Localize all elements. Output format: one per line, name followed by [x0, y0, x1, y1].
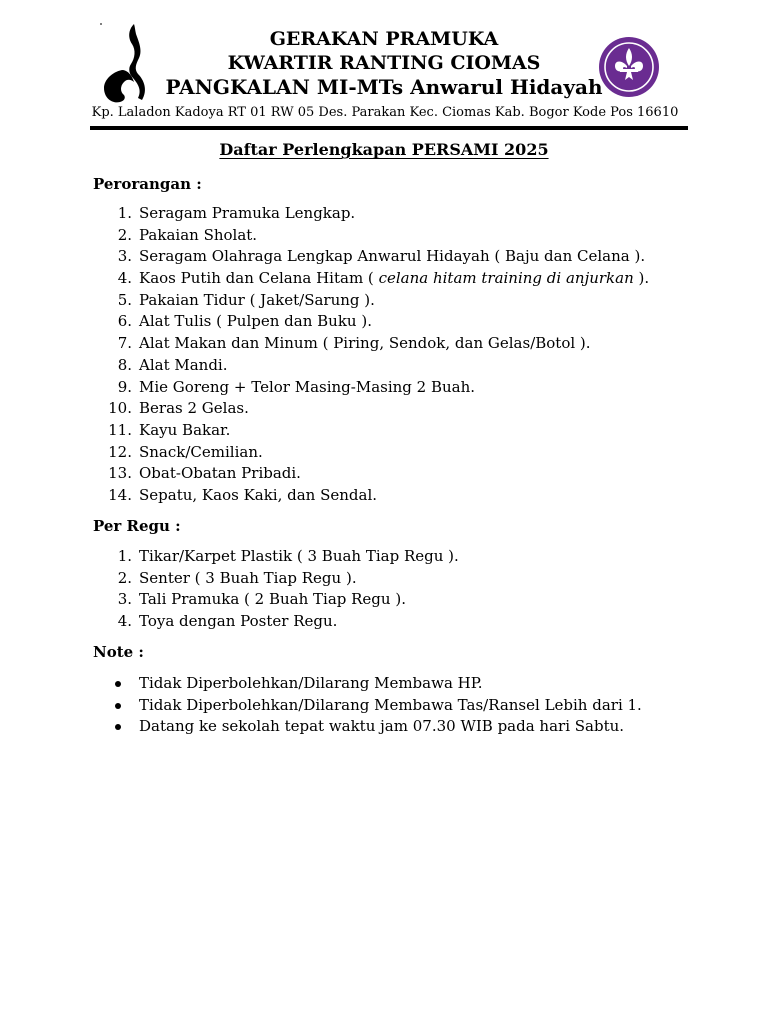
tunas-kelapa-icon: [98, 20, 156, 110]
list-item: 9. Mie Goreng + Telor Masing-Masing 2 Buah.: [117, 377, 476, 396]
list-item: 2. Pakaian Sholat.: [117, 225, 258, 244]
section-heading-note: Note :: [93, 643, 144, 661]
list-item: 14. Sepatu, Kaos Kaki, dan Sendal.: [108, 485, 378, 504]
list-item: 11. Kayu Bakar.: [108, 420, 231, 439]
list-item: 10. Beras 2 Gelas.: [108, 399, 249, 418]
list-item: 7. Alat Makan dan Minum ( Piring, Sendok, dan Gelas/Botol ).: [117, 334, 591, 353]
list-item: Datang ke sekolah tepat waktu jam 07.30 WIB pada hari Sabtu.: [93, 716, 642, 738]
list-item: 1. Tikar/Karpet Plastik ( 3 Buah Tiap Regu ).: [117, 547, 459, 565]
list-perorangan: [93, 203, 649, 507]
fleur-de-lis-icon: [598, 36, 660, 98]
list-item: 12. Snack/Cemilian.: [108, 442, 263, 461]
list-item: 2. Senter ( 3 Buah Tiap Regu ).: [117, 568, 357, 587]
list-item: 3. Tali Pramuka ( 2 Buah Tiap Regu ).: [117, 590, 406, 609]
list-per-regu: [93, 546, 459, 633]
org-name-line3: PANGKALAN MI-MTs Anwarul Hidayah: [165, 75, 603, 99]
document-title: Daftar Perlengkapan PERSAMI 2025: [219, 140, 549, 159]
section-heading-per-regu: Per Regu :: [93, 517, 181, 535]
list-item: Tidak Diperbolehkan/Dilarang Membawa HP.: [93, 673, 642, 695]
list-item: 4. Toya dengan Poster Regu.: [117, 612, 338, 631]
list-item: 13. Obat-Obatan Pribadi.: [108, 464, 301, 483]
org-name-line1: GERAKAN PRAMUKA: [269, 28, 499, 50]
list-item: 6. Alat Tulis ( Pulpen dan Buku ).: [117, 312, 372, 331]
section-heading-perorangan: Perorangan :: [93, 175, 202, 193]
list-item: 5. Pakaian Tidur ( Jaket/Sarung ).: [117, 290, 375, 309]
bullet-icon: [115, 681, 121, 687]
bullet-icon: [115, 724, 121, 730]
letterhead-titles: [150, 27, 618, 99]
list-item: 3. Seragam Olahraga Lengkap Anwarul Hidayah ( Baju dan Celana ).: [117, 247, 646, 266]
italic-note: celana hitam training di anjurkan: [378, 269, 634, 288]
org-name-line2: KWARTIR RANTING CIOMAS: [227, 52, 541, 74]
list-item: Tidak Diperbolehkan/Dilarang Membawa Tas/Ransel Lebih dari 1.: [93, 695, 642, 717]
list-note: [93, 673, 642, 738]
list-item: 4. Kaos Putih dan Celana Hitam ( celana hitam training di anjurkan ).: [117, 269, 650, 288]
bullet-icon: [115, 703, 121, 709]
list-item: 8. Alat Mandi.: [117, 355, 228, 374]
letterhead-divider: [90, 126, 688, 130]
list-item: 1. Seragam Pramuka Lengkap.: [117, 204, 356, 222]
letterhead-address: Kp. Laladon Kadoya RT 01 RW 05 Des. Parakan Kec. Ciomas Kab. Bogor Kode Pos 16610: [91, 105, 679, 120]
